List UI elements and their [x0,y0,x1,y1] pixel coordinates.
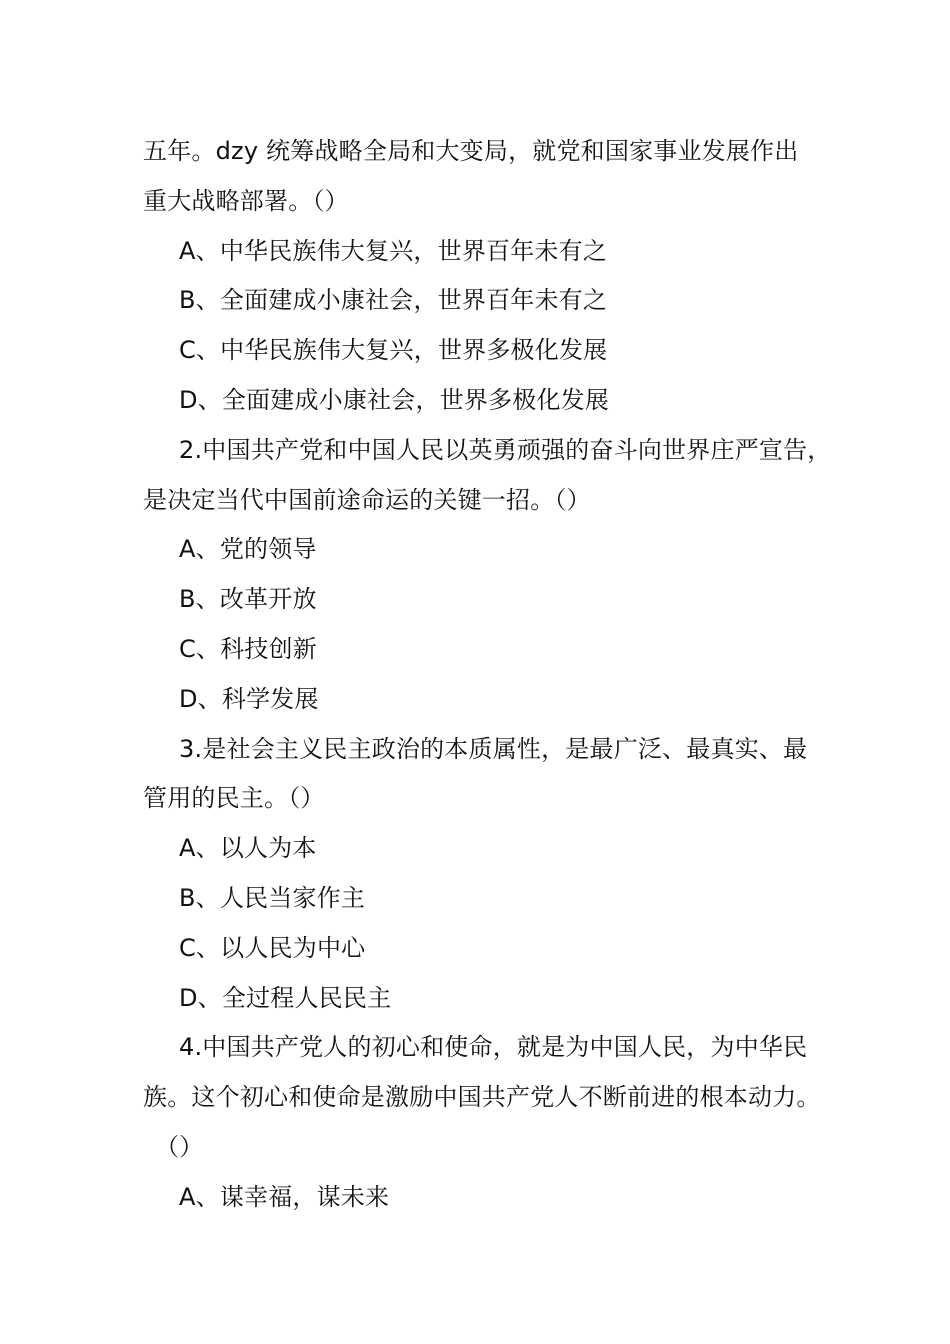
question-2-option-d: D、科学发展 [179,684,319,713]
question-4-answer-parentheses: （） [155,1132,204,1161]
question-3-option-c: C、以人民为中心 [179,933,366,962]
question-2-option-b: B、改革开放 [179,585,317,614]
question-2-stem-line-1: 2.中国共产党和中国人民以英勇顽强的奋斗向世界庄严宣告， [179,435,832,464]
question-1-option-d: D、全面建成小康社会，世界多极化发展 [179,385,610,414]
question-3-option-a: A、以人为本 [179,834,317,863]
question-2-option-a: A、党的领导 [179,535,317,564]
question-4-option-a: A、谋幸福，谋未来 [179,1182,390,1211]
question-1-option-c: C、中华民族伟大复兴，世界多极化发展 [179,336,608,365]
document-text [143,127,832,1223]
question-4-stem-line-1: 4.中国共产党人的初心和使命，就是为中国人民，为中华民 [179,1033,808,1062]
question-3-option-b: B、人民当家作主 [179,883,366,912]
question-1-stem-line-2: 重大战略部署。（） [143,186,349,215]
question-3-option-d: D、全过程人民民主 [179,983,392,1012]
question-1-stem-line-1: 五年。dzy 统筹战略全局和大变局，就党和国家事业发展作出 [143,137,799,165]
question-3-stem-line-1: 3.是社会主义民主政治的本质属性，是最广泛、最真实、最 [179,734,808,763]
question-2-option-c: C、科技创新 [179,634,317,663]
question-1-option-a: A、中华民族伟大复兴，世界百年未有之 [179,236,608,265]
question-3-stem-line-2: 管用的民主。（） [143,784,325,813]
question-1-option-b: B、全面建成小康社会，世界百年未有之 [179,286,608,315]
question-2-stem-line-2: 是决定当代中国前途命运的关键一招。（） [143,485,591,514]
question-4-stem-line-2: 族。这个初心和使命是激励中国共产党人不断前进的根本动力。 [143,1083,821,1112]
